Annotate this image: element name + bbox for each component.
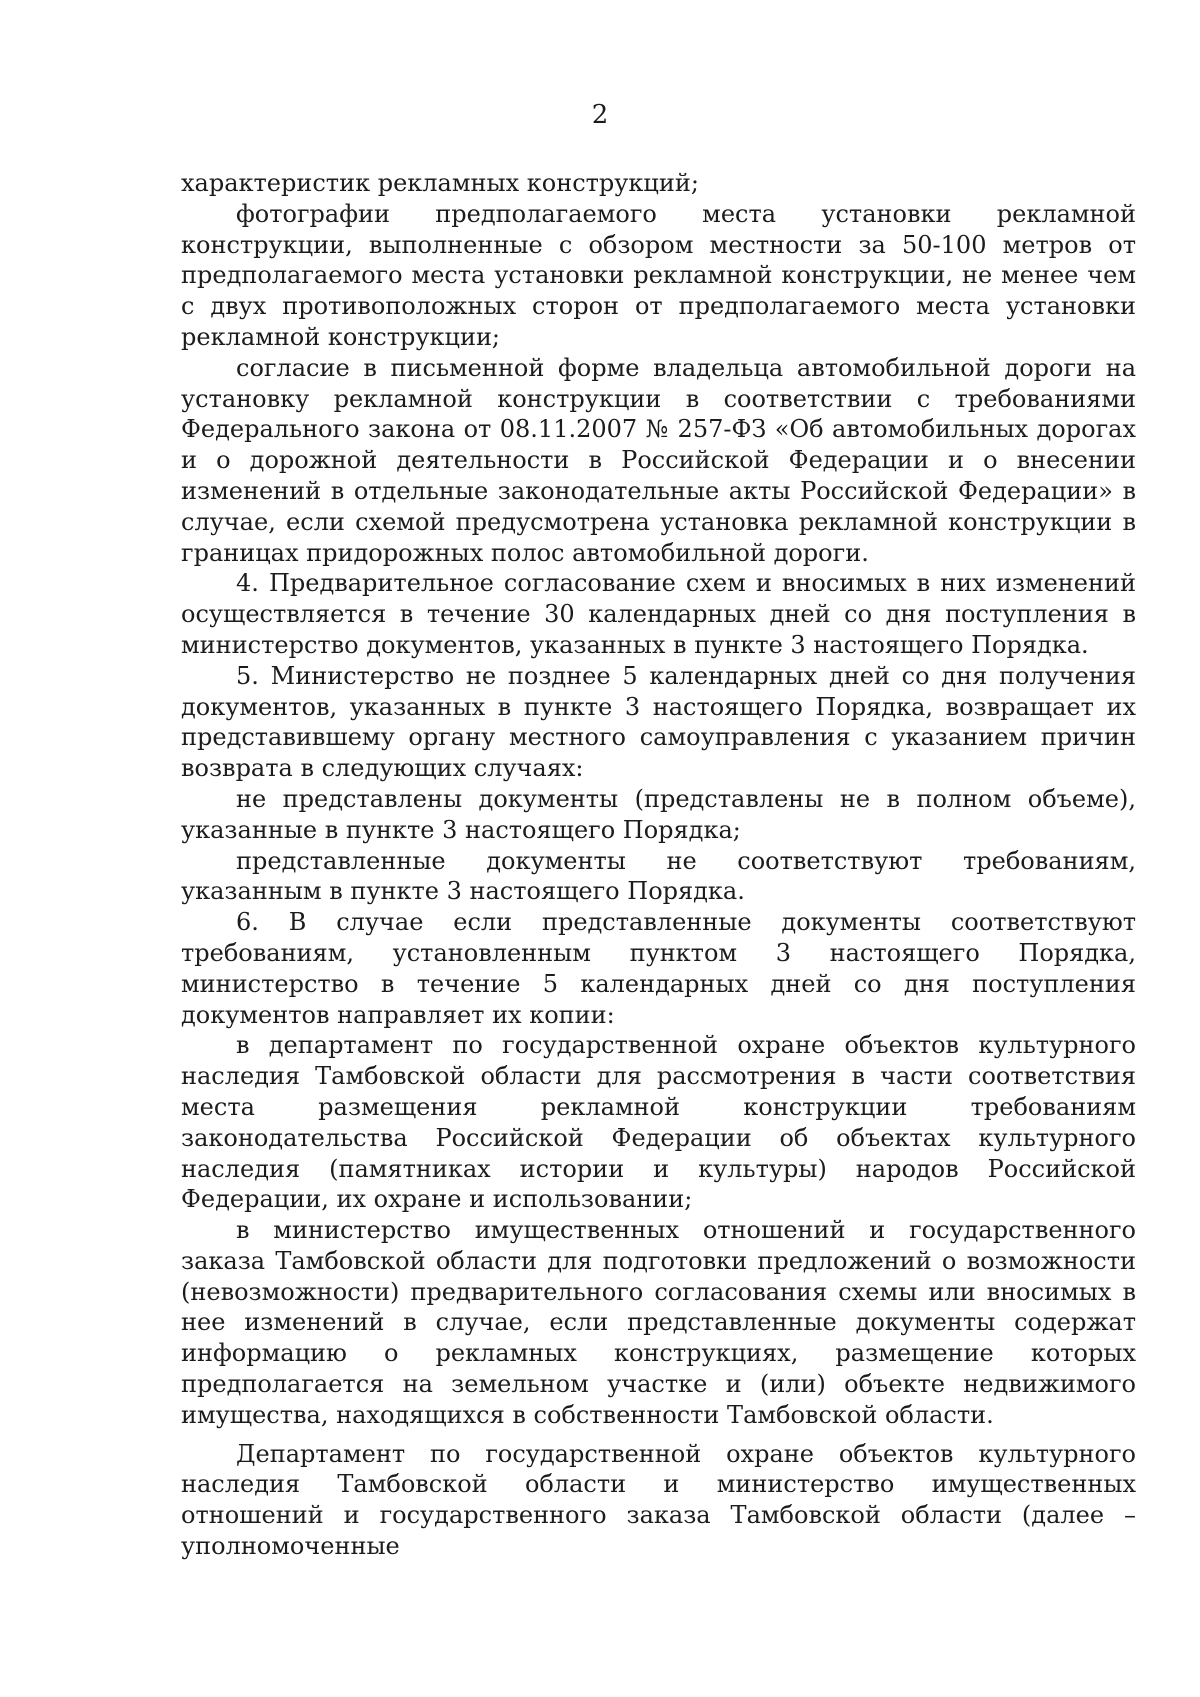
paragraph: 5. Министерство не позднее 5 календарных дней со дня получения документов, указанных в пункте 3 настоящего Порядка, возвращает их представившему органу местного самоуправления с указанием причин возврата в следующих случаях: <box>181 661 1136 783</box>
paragraph: в департамент по государственной охране объектов культурного наследия Тамбовской области для рассмотрения в части соответствия места размещения рекламной конструкции требованиям законодательства Российской Федерации об объектах культурного наследия (памятниках истории и культуры) народов Российской Федерации, их охране и использовании; <box>181 1031 1136 1214</box>
paragraph: Департамент по государственной охране объектов культурного наследия Тамбовской области и министерство имущественных отношений и государственного заказа Тамбовской области (далее – уполномоченные <box>181 1439 1136 1561</box>
paragraph: 6. В случае если представленные документы соответствуют требованиям, установленным пунктом 3 настоящего Порядка, министерство в течение 5 календарных дней со дня поступления документов направляет их копии: <box>181 908 1136 1029</box>
paragraph: характеристик рекламных конструкций; <box>181 169 699 197</box>
paragraph: 4. Предварительное согласование схем и вносимых в них изменений осуществляется в течение 30 календарных дней со дня поступления в министерство документов, указанных в пункте 3 настоящего Порядка. <box>181 569 1136 659</box>
paragraph: в министерство имущественных отношений и государственного заказа Тамбовской области для подготовки предложений о возможности (невозможности) предварительного согласования схемы или вносимых в нее изменений в случае, если представленные документы содержат информацию о рекламных конструкциях, размещение которых предполагается на земельном участке и (или) объекте недвижимого имущества, находящихся в собственности Тамбовской области. <box>181 1216 1136 1429</box>
paragraph: представленные документы не соответствуют требованиям, указанным в пункте 3 настоящего Порядка. <box>181 846 1136 906</box>
paragraph: не представлены документы (представлены не в полном объеме), указанные в пункте 3 настоящего Порядка; <box>181 784 1136 844</box>
paragraph: фотографии предполагаемого места установки рекламной конструкции, выполненные с обзором местности за 50-100 метров от предполагаемого места установки рекламной конструкции, не менее чем с двух противоположных сторон от предполагаемого места установки рекламной конструкции; <box>181 199 1136 351</box>
document-body <box>181 168 1136 1562</box>
page-number: 2 <box>591 100 609 130</box>
paragraph: согласие в письменной форме владельца автомобильной дороги на установку рекламной конструкции в соответствии с требованиями Федерального закона от 08.11.2007 № 257-ФЗ «Об автомобильных дорогах и о дорожной деятельности в Российской Федерации и о внесении изменений в отдельные законодательные акты Российской Федерации» в случае, если схемой предусмотрена установка рекламной конструкции в границах придорожных полос автомобильной дороги. <box>181 353 1136 567</box>
